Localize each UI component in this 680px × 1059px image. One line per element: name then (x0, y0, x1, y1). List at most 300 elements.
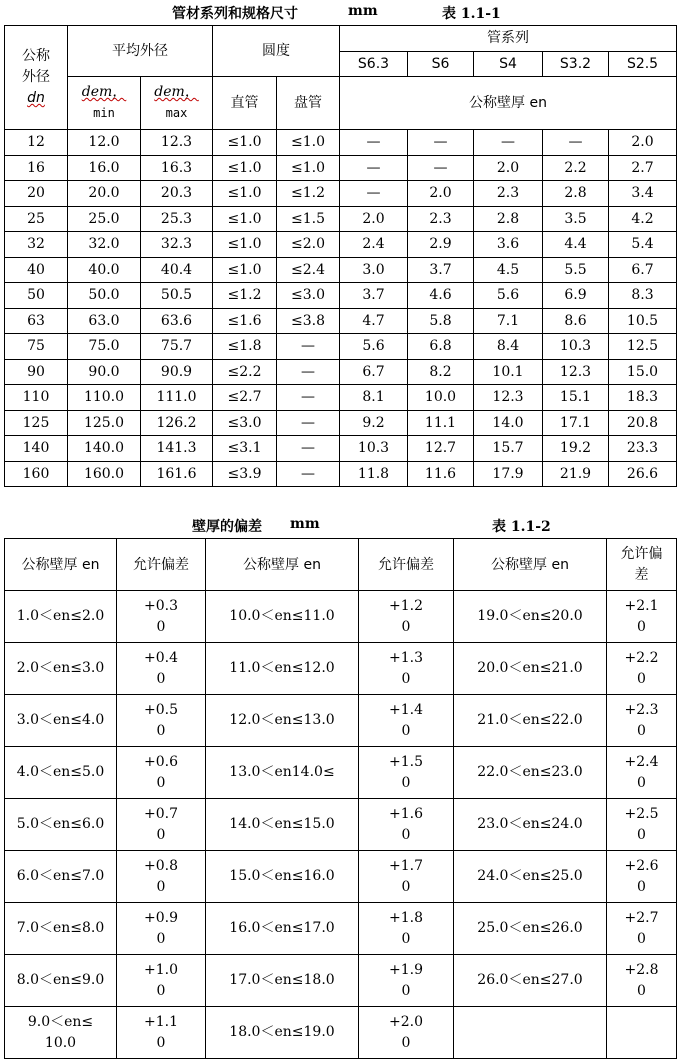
table-cell: ≤1.8 (213, 334, 277, 360)
cell-line: 18.0＜en≤19.0 (229, 1024, 335, 1040)
table-cell: 10.3 (340, 436, 408, 462)
table-row (5, 747, 677, 799)
wall-range-cell (5, 591, 117, 643)
table-cell: 10.3 (543, 334, 609, 360)
cell-line: 0 (637, 722, 646, 739)
cell-line: 13.0＜en14.0≤ (229, 764, 335, 780)
cell-line: 6.0＜en≤7.0 (16, 868, 105, 884)
cell-line: 23.0＜en≤24.0 (477, 816, 583, 832)
wall-range-cell (454, 747, 607, 799)
tolerance-cell (117, 1007, 206, 1059)
table-cell: 111.0 (141, 385, 213, 411)
table-cell: 110 (5, 385, 68, 411)
table-cell: 161.6 (141, 461, 213, 487)
table-row (5, 851, 677, 903)
table-cell: 5.4 (609, 232, 677, 258)
table-cell: 140.0 (68, 436, 141, 462)
table-cell: 11.1 (408, 410, 474, 436)
table-cell: — (340, 155, 408, 181)
table-row (5, 232, 677, 258)
table-row (5, 903, 677, 955)
cell-line: 0 (401, 826, 411, 843)
table-cell: 2.8 (543, 181, 609, 207)
table-cell: ≤1.0 (213, 257, 277, 283)
table2-unit: mm (290, 516, 320, 532)
table-cell: 6.8 (408, 334, 474, 360)
table-cell: 12.3 (543, 359, 609, 385)
table-cell: 126.2 (141, 410, 213, 436)
tolerance-cell (607, 643, 677, 695)
wall-range-cell (206, 903, 359, 955)
cell-line: 0 (156, 826, 166, 843)
table-cell: 23.3 (609, 436, 677, 462)
cell-line: +0.7 (144, 805, 178, 822)
table-cell: 2.3 (474, 181, 543, 207)
table-cell: 4.6 (408, 283, 474, 309)
table-cell: 40.0 (68, 257, 141, 283)
cell-line: +0.4 (144, 649, 178, 666)
table-cell: — (277, 461, 340, 487)
cell-line: 0 (156, 878, 166, 895)
wall-range-cell (206, 591, 359, 643)
cell-line: 0 (637, 930, 646, 947)
table-cell: ≤1.0 (277, 130, 340, 156)
table-cell: 9.2 (340, 410, 408, 436)
cell-line: 15.0＜en≤16.0 (229, 868, 335, 884)
tolerance-cell (359, 799, 454, 851)
wall-header-1: 公称壁厚 en (5, 539, 117, 591)
cell-line: +1.2 (389, 597, 423, 614)
table-cell: 17.1 (543, 410, 609, 436)
table-cell: — (277, 359, 340, 385)
table-cell: ≤1.0 (213, 232, 277, 258)
table-cell: ≤3.8 (277, 308, 340, 334)
table-cell: ≤2.4 (277, 257, 340, 283)
table-cell: 21.9 (543, 461, 609, 487)
table-cell: 63.6 (141, 308, 213, 334)
table-cell: 75.0 (68, 334, 141, 360)
tolerance-cell (607, 955, 677, 1007)
table-row (5, 359, 677, 385)
table-row (5, 181, 677, 207)
table-cell: 4.7 (340, 308, 408, 334)
table-cell: 25.0 (68, 206, 141, 232)
table-row (5, 334, 677, 360)
table-cell: ≤1.0 (213, 155, 277, 181)
cell-line: 0 (156, 722, 166, 739)
table1-unit: mm (348, 3, 378, 19)
table-row (5, 643, 677, 695)
tolerance-cell (117, 591, 206, 643)
cell-line: 0 (637, 618, 646, 635)
table-cell: 125.0 (68, 410, 141, 436)
table-row (5, 130, 677, 156)
cell-line: 10.0 (44, 1034, 77, 1051)
nominal-od-header: 公称 外径 dn (5, 26, 68, 130)
table-cell: 2.0 (340, 206, 408, 232)
table-cell: 10.1 (474, 359, 543, 385)
table-cell: 160.0 (68, 461, 141, 487)
table-cell: 3.6 (474, 232, 543, 258)
table2-title: 壁厚的偏差 (192, 519, 262, 535)
cell-line: 0 (401, 722, 411, 739)
table-cell: 90.9 (141, 359, 213, 385)
table-row (5, 155, 677, 181)
table-cell: — (543, 130, 609, 156)
tolerance-cell (117, 851, 206, 903)
series-header-cell: S2.5 (609, 51, 677, 77)
table-row (5, 410, 677, 436)
wall-range-cell (454, 591, 607, 643)
table-cell: 16.3 (141, 155, 213, 181)
cell-line: 0 (156, 618, 166, 635)
cell-line: 8.0＜en≤9.0 (16, 972, 105, 988)
cell-line: 0 (156, 930, 166, 947)
table-cell: 90 (5, 359, 68, 385)
wall-range-cell (5, 851, 117, 903)
cell-line: +2.2 (624, 649, 659, 666)
table-cell: — (408, 130, 474, 156)
table-cell: 3.0 (340, 257, 408, 283)
pipe-series-table (4, 25, 677, 487)
table-cell: ≤3.0 (213, 410, 277, 436)
tolerance-header-1: 允许偏差 (117, 539, 206, 591)
table-cell: 32.0 (68, 232, 141, 258)
table-cell: 18.3 (609, 385, 677, 411)
table-cell: 6.7 (340, 359, 408, 385)
table-cell: 15.1 (543, 385, 609, 411)
table-cell: 19.2 (543, 436, 609, 462)
wall-range-cell (454, 695, 607, 747)
cell-line: +2.0 (389, 1013, 423, 1030)
wall-range-cell (454, 903, 607, 955)
table-cell: 26.6 (609, 461, 677, 487)
cell-line: +0.3 (144, 597, 178, 614)
table-cell: 15.0 (609, 359, 677, 385)
wall-thickness-header: 公称壁厚 en (340, 77, 677, 130)
table-cell: ≤1.0 (277, 155, 340, 181)
tolerance-cell (607, 903, 677, 955)
cell-line: 0 (401, 878, 411, 895)
table-cell: 14.0 (474, 410, 543, 436)
cell-line: 16.0＜en≤17.0 (229, 920, 335, 936)
table-cell: 20 (5, 181, 68, 207)
table-cell: 110.0 (68, 385, 141, 411)
cell-line: 14.0＜en≤15.0 (229, 816, 335, 832)
wall-range-cell (206, 695, 359, 747)
cell-line: +2.7 (624, 909, 659, 926)
table-cell: 25 (5, 206, 68, 232)
table-cell: 6.7 (609, 257, 677, 283)
table-cell: 2.2 (543, 155, 609, 181)
table-cell: 12.0 (68, 130, 141, 156)
cell-line: 20.0＜en≤21.0 (477, 660, 583, 676)
table-cell: 40 (5, 257, 68, 283)
wall-range-cell (5, 799, 117, 851)
table-row (5, 591, 677, 643)
cell-line: 24.0＜en≤25.0 (477, 868, 583, 884)
table-cell: 8.1 (340, 385, 408, 411)
tolerance-cell (607, 799, 677, 851)
table-cell: ≤1.0 (213, 130, 277, 156)
cell-line: +2.5 (624, 805, 659, 822)
table-cell: ≤2.7 (213, 385, 277, 411)
cell-line: 1.0＜en≤2.0 (16, 608, 105, 624)
table-cell: — (277, 385, 340, 411)
table1-number: 表 1.1-1 (442, 6, 501, 22)
table-cell: 8.6 (543, 308, 609, 334)
cell-line: 0 (637, 982, 646, 999)
table-cell: 50 (5, 283, 68, 309)
table-cell: 5.8 (408, 308, 474, 334)
wall-range-cell (454, 799, 607, 851)
tolerance-header-2: 允许偏差 (359, 539, 454, 591)
table-cell: 4.5 (474, 257, 543, 283)
tolerance-cell (359, 747, 454, 799)
table-row (5, 799, 677, 851)
cell-line: +0.9 (144, 909, 178, 926)
tolerance-cell (117, 903, 206, 955)
cell-line: +1.8 (389, 909, 423, 926)
tolerance-cell (607, 1007, 677, 1059)
table-cell: 12.3 (474, 385, 543, 411)
tolerance-cell (359, 903, 454, 955)
table-cell: 4.2 (609, 206, 677, 232)
table-cell: ≤3.9 (213, 461, 277, 487)
wall-range-cell (5, 747, 117, 799)
wall-range-cell (206, 643, 359, 695)
table-cell: 90.0 (68, 359, 141, 385)
cell-line: +1.6 (389, 805, 423, 822)
cell-line: +2.8 (624, 961, 659, 978)
cell-line: 19.0＜en≤20.0 (477, 608, 583, 624)
cell-line: 0 (156, 982, 166, 999)
wall-range-cell (454, 643, 607, 695)
wall-range-cell (454, 1007, 607, 1059)
table-cell: 20.8 (609, 410, 677, 436)
cell-line: +1.9 (389, 961, 423, 978)
table-cell: 4.4 (543, 232, 609, 258)
table-cell: 8.2 (408, 359, 474, 385)
series-header-cell: S3.2 (543, 51, 609, 77)
table-row (5, 283, 677, 309)
table-cell: ≤1.2 (213, 283, 277, 309)
cell-line: +2.1 (624, 597, 659, 614)
cell-line: 0 (156, 774, 166, 791)
wall-range-cell (5, 643, 117, 695)
table-cell: 10.0 (408, 385, 474, 411)
cell-line: 26.0＜en≤27.0 (477, 972, 583, 988)
table-row (5, 695, 677, 747)
wall-range-cell (5, 1007, 117, 1059)
wall-tolerance-body (5, 591, 677, 1059)
table-cell: 5.5 (543, 257, 609, 283)
cell-line: 0 (401, 982, 411, 999)
table-cell: ≤3.0 (277, 283, 340, 309)
cell-line: 17.0＜en≤18.0 (229, 972, 335, 988)
cell-line: +1.5 (389, 753, 423, 770)
tolerance-cell (117, 955, 206, 1007)
table-cell: 20.0 (68, 181, 141, 207)
table-cell: 2.9 (408, 232, 474, 258)
tolerance-cell (117, 799, 206, 851)
table-cell: 16 (5, 155, 68, 181)
tolerance-cell (359, 955, 454, 1007)
table-cell: 50.5 (141, 283, 213, 309)
wall-range-cell (206, 955, 359, 1007)
table-cell: 32.3 (141, 232, 213, 258)
table-cell: 11.8 (340, 461, 408, 487)
cell-line: 10.0＜en≤11.0 (229, 608, 335, 624)
cell-line: 0 (637, 826, 646, 843)
cell-line: 21.0＜en≤22.0 (477, 712, 583, 728)
cell-line: 0 (156, 670, 166, 687)
series-header-cell: S4 (474, 51, 543, 77)
table-cell: 8.4 (474, 334, 543, 360)
table-cell: 7.1 (474, 308, 543, 334)
cell-line: +2.6 (624, 857, 659, 874)
table-cell: ≤1.0 (213, 181, 277, 207)
series-header-cell: S6.3 (340, 51, 408, 77)
tolerance-cell (117, 643, 206, 695)
roundness-header: 圆度 (213, 26, 340, 77)
cell-line: 3.0＜en≤4.0 (16, 712, 105, 728)
table-cell: 2.8 (474, 206, 543, 232)
pipe-series-body (5, 130, 677, 487)
table-cell: 160 (5, 461, 68, 487)
table-row (5, 955, 677, 1007)
table1-title: 管材系列和规格尺寸 (172, 6, 298, 22)
series-header-cell: S6 (408, 51, 474, 77)
cell-line: +1.4 (389, 701, 423, 718)
table-cell: 75.7 (141, 334, 213, 360)
table-cell: 63.0 (68, 308, 141, 334)
dem-max-header: dem， max (141, 77, 213, 130)
table-cell: ≤2.2 (213, 359, 277, 385)
table-cell: 140 (5, 436, 68, 462)
table-cell: 2.0 (609, 130, 677, 156)
wall-tolerance-table (4, 538, 677, 1059)
cell-line: +0.5 (144, 701, 178, 718)
table-cell: ≤1.0 (213, 206, 277, 232)
cell-line: 22.0＜en≤23.0 (477, 764, 583, 780)
wall-range-cell (206, 1007, 359, 1059)
wall-range-cell (5, 955, 117, 1007)
table-cell: 5.6 (474, 283, 543, 309)
tolerance-cell (359, 851, 454, 903)
tolerance-cell (607, 851, 677, 903)
table-row (5, 385, 677, 411)
table-cell: — (474, 130, 543, 156)
table-cell: 2.0 (408, 181, 474, 207)
cell-line: +1.1 (144, 1013, 178, 1030)
table-cell: — (277, 410, 340, 436)
table-cell: 16.0 (68, 155, 141, 181)
table-cell: 40.4 (141, 257, 213, 283)
wall-range-cell (206, 799, 359, 851)
table-row (5, 1007, 677, 1059)
table-cell: 2.7 (609, 155, 677, 181)
cell-line: +2.3 (624, 701, 659, 718)
cell-line: 2.0＜en≤3.0 (16, 660, 105, 676)
table-cell: 63 (5, 308, 68, 334)
table-row (5, 257, 677, 283)
table-cell: 3.7 (408, 257, 474, 283)
table-cell: 10.5 (609, 308, 677, 334)
cell-line: +2.4 (624, 753, 659, 770)
table-cell: 11.6 (408, 461, 474, 487)
cell-line: 0 (637, 670, 646, 687)
cell-line: 9.0＜en≤ (27, 1013, 94, 1030)
wall-range-cell (5, 903, 117, 955)
table-cell: 20.3 (141, 181, 213, 207)
table-cell: 2.0 (474, 155, 543, 181)
table2-number: 表 1.1-2 (492, 519, 551, 535)
wall-range-cell (206, 747, 359, 799)
table-cell: 75 (5, 334, 68, 360)
cell-line: 5.0＜en≤6.0 (16, 816, 105, 832)
table-cell: — (340, 130, 408, 156)
cell-line: 0 (156, 1034, 166, 1051)
table-row (5, 308, 677, 334)
cell-line: 0 (401, 930, 411, 947)
cell-line: 0 (401, 618, 411, 635)
wall-range-cell (454, 851, 607, 903)
table-cell: — (340, 181, 408, 207)
cell-line: 4.0＜en≤5.0 (16, 764, 105, 780)
table-cell: 3.5 (543, 206, 609, 232)
table-cell: ≤1.6 (213, 308, 277, 334)
cell-line: +1.3 (389, 649, 423, 666)
table-cell: 2.3 (408, 206, 474, 232)
table-cell: 15.7 (474, 436, 543, 462)
wall-range-cell (206, 851, 359, 903)
cell-line: 0 (401, 1034, 411, 1051)
wall-header-3: 公称壁厚 en (454, 539, 607, 591)
wall-range-cell (5, 695, 117, 747)
cell-line: +0.6 (144, 753, 178, 770)
cell-line: +0.8 (144, 857, 178, 874)
straight-pipe-header: 直管 (213, 77, 277, 130)
cell-line: 0 (637, 878, 646, 895)
cell-line: +1.7 (389, 857, 423, 874)
table-cell: 12.5 (609, 334, 677, 360)
tolerance-cell (607, 695, 677, 747)
table-cell: ≤1.5 (277, 206, 340, 232)
cell-line: 0 (401, 774, 411, 791)
table-cell: ≤2.0 (277, 232, 340, 258)
tolerance-cell (359, 591, 454, 643)
table-cell: 12.7 (408, 436, 474, 462)
table-cell: 2.4 (340, 232, 408, 258)
table-cell: — (277, 436, 340, 462)
table-cell: 12.3 (141, 130, 213, 156)
cell-line: 0 (401, 670, 411, 687)
wall-range-cell (454, 955, 607, 1007)
table-cell: 125 (5, 410, 68, 436)
wall-header-2: 公称壁厚 en (206, 539, 359, 591)
tolerance-cell (117, 747, 206, 799)
dem-min-header: dem， min (68, 77, 141, 130)
cell-line: 7.0＜en≤8.0 (16, 920, 105, 936)
table-row (5, 206, 677, 232)
table-cell: 8.3 (609, 283, 677, 309)
table-cell: 12 (5, 130, 68, 156)
table-row (5, 461, 677, 487)
tolerance-cell (607, 591, 677, 643)
cell-line: 12.0＜en≤13.0 (229, 712, 335, 728)
table-cell: — (277, 334, 340, 360)
